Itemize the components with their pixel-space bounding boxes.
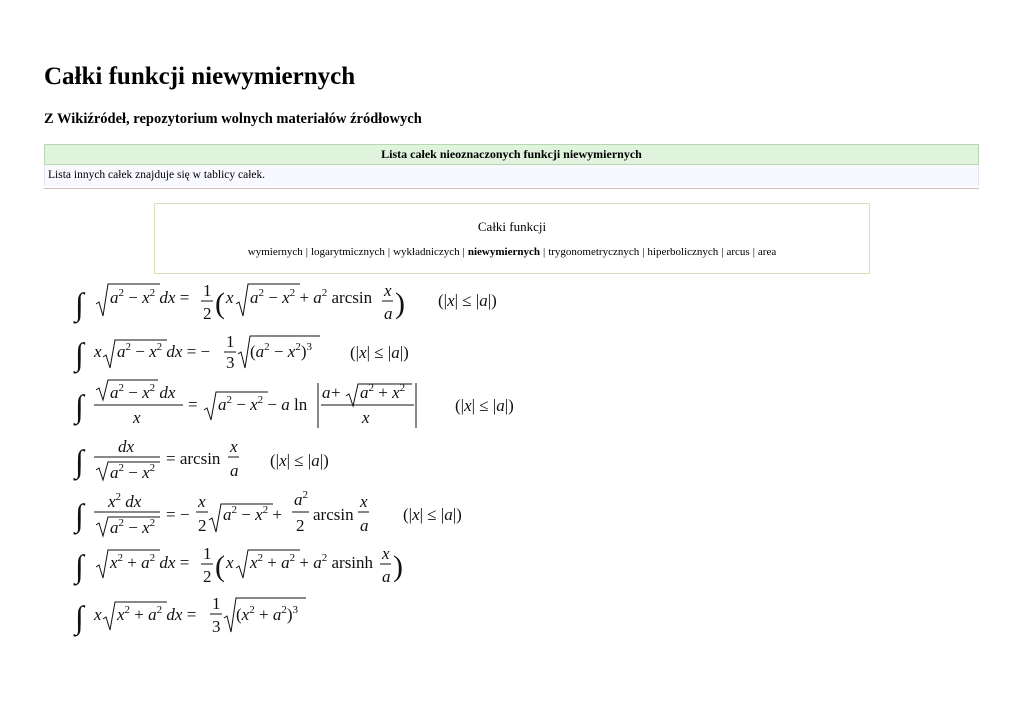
formula-1 [73,281,497,324]
navbox-link-arcus[interactable]: arcus [726,246,750,258]
svg-text:x2 + a2 dx =: $x^2 + a^2$ dx = [117,604,197,624]
svg-text:x: x [133,408,141,427]
svg-text:∫: ∫ [75,599,84,635]
svg-text:(|x| ≤ |a|): (|x| ≤ |a|) [455,396,514,415]
svg-text:): ) [393,550,403,583]
svg-text:∫: ∫ [75,443,84,479]
formula-4 [73,437,329,482]
svg-text:(|x| ≤ |a|): (|x| ≤ |a|) [270,451,329,470]
page-subtitle: Z Wikiźródeł, repozytorium wolnych materiałów źródłowych [44,111,422,127]
svg-text:a2 − x2: $a^2 - x^2$ [110,462,156,482]
svg-text:x: x [94,605,102,624]
svg-text:dx: dx [118,437,135,456]
svg-text:x: x [384,281,392,300]
svg-text:3: 3 [226,353,235,372]
svg-text:x: x [360,492,368,511]
svg-text:1: 1 [212,594,221,613]
navbox-separator: | [387,246,391,258]
svg-text:1: 1 [203,544,212,563]
svg-text:x2 + a2 + a2 arsinh: $x^2 + a^2 + a^2$ arsinh [250,552,374,572]
svg-text:∫: ∫ [75,388,84,424]
svg-text:(|x| ≤ |a|): (|x| ≤ |a|) [438,291,497,310]
navbox-separator: | [752,246,755,258]
svg-text:1: 1 [226,332,235,351]
svg-text:∫: ∫ [75,286,84,322]
svg-text:2: 2 [203,304,212,323]
svg-text:+: + [331,383,341,402]
svg-text:a2 − x2 +: $a^2 - x^2$ + [223,504,282,524]
navbox-link-niewymiernych: niewymiernych [467,246,540,258]
svg-text:x: x [382,544,390,563]
svg-text:x2 dx: $x^2$ dx [108,491,142,511]
svg-text:(|x| ≤ |a|): (|x| ≤ |a|) [403,505,462,524]
svg-text:x2 + a2 dx =: $x^2 + a^2$ dx = [110,552,190,572]
svg-text:=: = [188,395,198,414]
formula-7 [73,594,306,637]
svg-text:(: ( [215,550,225,583]
navbox-separator: | [462,246,465,258]
svg-text:∫: ∫ [75,497,84,533]
page-title: Całki funkcji niewymiernych [44,63,356,90]
svg-text:x: x [362,408,370,427]
svg-text:2: 2 [296,516,305,535]
svg-text:(: ( [215,287,225,320]
formula-3 [73,380,514,428]
navbox-link-wykładniczych[interactable]: wykładniczych [393,246,460,258]
svg-text:a: a [322,383,331,402]
svg-text:∫: ∫ [75,336,84,372]
svg-text:a2: $a^2$ [294,489,308,509]
svg-text:(a2 − x2)3: $(a^2 - x^2)^3$ [250,341,312,361]
svg-text:a2 − x2: $a^2 - x^2$ [110,517,156,537]
svg-text:a2 − x2 dx: $a^2 - x^2$ dx [110,382,176,402]
svg-text:): ) [395,287,405,320]
navbox-link-hiperbolicznych[interactable]: hiperbolicznych [647,246,719,258]
svg-text:a: a [382,567,391,586]
svg-text:x: x [230,437,238,456]
svg-text:a2 − x2 − a ln: $a^2 - x^2 - a$ ln [218,394,308,414]
navbox-separator: | [721,246,724,258]
svg-text:3: 3 [212,617,221,636]
svg-text:2: 2 [198,516,207,535]
svg-text:x: x [226,288,234,307]
formula-6 [73,544,403,586]
svg-text:(|x| ≤ |a|): (|x| ≤ |a|) [350,343,409,362]
navbox-separator: | [642,246,645,258]
navbox-title: Całki funkcji [477,219,547,234]
navbox-link-trygonometrycznych[interactable]: trygonometrycznych [548,246,640,258]
svg-text:a2 − x2 dx = −: $a^2 - x^2$ dx = − [117,341,211,361]
navbox-separator: | [305,246,308,258]
svg-text:x: x [94,342,102,361]
svg-text:a2 − x2 dx =: $a^2 - x^2$ dx = [110,287,190,307]
svg-text:a: a [230,461,239,480]
svg-text:= −: = − [166,505,190,524]
svg-text:arcsin: arcsin [313,505,354,524]
svg-text:a2 + x2: $a^2 + x^2$ [360,382,406,402]
svg-text:1: 1 [203,281,212,300]
svg-text:x: x [226,553,234,572]
navbox-link-wymiernych[interactable]: wymiernych [247,246,303,258]
navbox-link-area[interactable]: area [757,246,777,258]
svg-text:2: 2 [203,567,212,586]
svg-text:a: a [360,516,369,535]
formula-2 [73,332,409,374]
formula-5 [73,489,462,537]
svg-text:∫: ∫ [75,548,84,584]
svg-text:= arcsin: = arcsin [166,449,221,468]
svg-text:a: a [384,304,393,323]
svg-text:(x2 + a2)3: $(x^2 + a^2)^3$ [236,604,298,624]
integral-list-note: Lista innych całek znajduje się w tablicy całek. [44,165,979,186]
integral-list-header: Lista całek nieoznaczonych funkcji niewymiernych [44,144,979,165]
svg-text:a2 − x2 + a2 arcsin: $a^2 - x^2 + a^2$ arcsin [250,287,373,307]
navbox-separator: | [542,246,546,258]
navbox-link-logarytmicznych[interactable]: logarytmicznych [310,246,385,258]
svg-text:x: x [198,492,206,511]
